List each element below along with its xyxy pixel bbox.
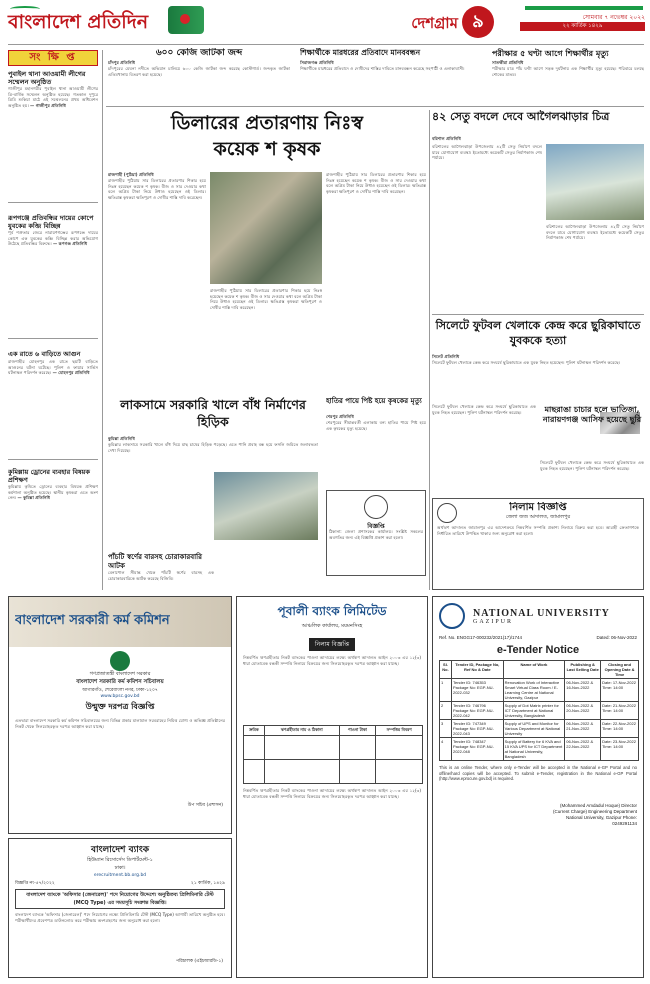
table-cell: Tender ID: 748347 Package No: EGP-NU-2022-048: [451, 738, 503, 761]
lead-body-col2: [210, 288, 322, 392]
story-body: পরীক্ষার মাত্র পাঁচ ঘণ্টা আগে সড়ক দুর্ঘটনায় এক শিক্ষার্থীর মৃত্যু হয়েছে। পরিবারে চলছে শোকের মাতম।: [492, 66, 644, 77]
canal-photo: [214, 472, 318, 540]
story-byline: সিরাজগঞ্জ প্রতিনিধি: [300, 60, 334, 65]
laksam-photo: [214, 472, 318, 540]
table-header: Closing and Opening Date & Time: [601, 661, 639, 679]
psc-ad-title: উন্মুক্ত দরপত্র বিজ্ঞপ্তি: [85, 701, 155, 711]
table-row: [440, 679, 639, 702]
nu-city: GAZIPUR: [473, 618, 514, 625]
date-line: সোমবার ৭ নভেম্বর ২০২২: [582, 14, 645, 21]
brief-headline: রূপগঞ্জে প্রতিবন্ধির দায়ের কোপে যুবকের কব্জি বিচ্ছিন্ন: [8, 214, 94, 230]
table-cell: Tender ID: 746796 Package No: EGP-NU-2022-042: [451, 702, 503, 720]
story-body: সিলেটে ফুটবল খেলাকে কেন্দ্র করে সংঘর্ষে ছুরিকাঘাতে এক যুবক নিহত হয়েছেন। পুলিশ ঘটনাস্থল পরিদর্শন করেছে।: [540, 460, 644, 471]
table-row: [244, 760, 423, 784]
story-body: চাঁদপুরের মেঘনা নদীতে অভিযান চালিয়ে ৬০০ কেজি জাটকা জব্দ করেছে কোস্টগার্ড। জব্দকৃত জাটকা এতিমখানায় বিতরণ করা হয়েছে।: [108, 66, 290, 77]
pubali-body: নিম্নবর্ণিত ঋণগ্রহীতার নিকট ব্যাংকের পাওনা আদায়ের লক্ষ্যে অর্থঋণ আদালত আইন ২০০৩ এর ১২(৩) ধারা মোতাবেক বন্ধকী সম্পত্তি নিলামে বিক্রয়ের জন্য সিলমোহরকৃত দরপত্র আহ্বান করা যাচ্ছে।: [243, 655, 421, 666]
story-human-chain: [300, 48, 480, 104]
masthead-rule: [8, 44, 644, 45]
table-cell: 1: [440, 679, 452, 702]
column-rule: [429, 110, 430, 590]
bb-city: ঢাকা।: [114, 865, 126, 871]
gold-body: বেনাপোল সীমান্ত থেকে পাঁচটি স্বর্ণের বারসহ এক চোরাকারবারিকে আটক করেছে বিজিবি।: [108, 570, 214, 581]
brief-headline: কুমিল্লায় ড্রোনের ব্যবহার বিষয়ক প্রশিক্ষণ: [8, 468, 90, 484]
laksam-headline-block: [108, 396, 318, 432]
brief-headline: এক রাতে ৬ বাড়িতে আগুন: [8, 350, 81, 358]
lead-body-col1: [108, 172, 206, 392]
pubali-title: পূবালী ব্যাংক লিমিটেড: [277, 604, 387, 618]
brief-item: [8, 350, 98, 462]
nu-ref: Ref. No. ENGG17-000232/2021(17)/1744: [439, 635, 523, 640]
bb-website[interactable]: erecruitment.bb.org.bd: [93, 873, 147, 878]
sidebar-briefs: [8, 70, 98, 590]
table-cell: 4: [440, 738, 452, 761]
lead-body-cont: রাজশাহীর পুঠিয়ায় সার ডিলারের প্রতারণার শিকার হয়ে নিঃস্ব হয়েছেন কয়েক শ কৃষক। বীজ ও সার দেওয়ার কথা বলে অগ্রিম টাকা নিয়ে উধাও হয়েছেন ওই ডিলার। ক্ষতিগ্রস্ত কৃষকরা ক্ষতিপূরণ ও দোষীর শাস্তি দাবি করেছেন।: [210, 288, 322, 310]
psc-address: আগারগাঁও, শেরেবাংলা নগর, ঢাকা-১২০৭: [82, 688, 158, 693]
bb-notice-no: বিজ্ঞপ্তি নং-৫৭/২০২২: [15, 881, 55, 886]
table-cell: Renovation Work of Interactive Smart Virtual Class Room / E-Learning Centre at National University, Gazipur: [503, 679, 565, 702]
nilam-sub: জেলা জজ আদালত, জামালপুর: [505, 514, 571, 520]
table-header: ঋণগ্রহীতার নাম ও ঠিকানা: [264, 726, 339, 736]
brief-text: রাজশাহীর মোহনপুর এক রাতে ছয়টি বাড়িতে আগুনের ঘটনা ঘটেছে। পুলিশ ও ফায়ার সার্ভিস ঘটনাস্থল পরিদর্শন করেছে।: [8, 359, 98, 376]
story-body: সিলেটে ফুটবল খেলাকে কেন্দ্র করে সংঘর্ষে ছুরিকাঘাতে এক যুবক নিহত হয়েছেন। পুলিশ ঘটনাস্থল পরিদর্শন করেছে।: [432, 404, 536, 415]
nu-tender-table: [439, 660, 639, 761]
lake-headline-block: [322, 110, 426, 140]
story-exam-death: [492, 48, 644, 104]
table-header: পাওনা টাকা: [339, 726, 376, 736]
story-body: শিক্ষার্থীকে মারধরের প্রতিবাদে ও দোষীদের শাস্তির দাবিতে মানববন্ধন করেছে সহপাঠী ও এলাকাবাসী।: [300, 66, 465, 71]
table-cell: 06-Nov-2022 & 16-Nov-2022: [565, 679, 601, 702]
brief-divider: [8, 459, 98, 460]
table-cell: 06-Nov-2022 & 21-Nov-2022: [565, 720, 601, 738]
nu-signer: (Mohammed Amdadul Hoque) Director (Current Charge) Engineering Department National University, Gazipur Phone: 0249291134: [552, 803, 637, 826]
notice-ad-title: বিজ্ঞপ্তি: [367, 523, 385, 529]
nu-tender-ad: [432, 596, 644, 978]
table-cell: 06-Nov-2022 & 20-Nov-2022: [565, 702, 601, 720]
table-cell: Supply of Dot Matrix printer for ICT Department at National University, Bangladesh: [503, 702, 565, 720]
bridge-photo: [546, 144, 644, 220]
pubali-notice-badge: নিলাম বিজ্ঞপ্তি: [309, 638, 355, 651]
story-byline: শেরপুর প্রতিনিধি: [326, 414, 354, 419]
bridges-byline: [432, 136, 644, 142]
notice-ad-body: ঠিকানা: জেলা প্রশাসকের কার্যালয়। সংশ্লিষ্ট সকলের অবগতির জন্য এই বিজ্ঞপ্তি প্রকাশ করা হলো।: [329, 529, 423, 540]
brief-headline: পুবাইল থানা আওয়ামী লীগের সম্মেলন অনুষ্ঠিত: [8, 70, 86, 86]
story-byline: সিলেট প্রতিনিধি: [432, 354, 460, 359]
table-header: Tender ID, Package No, Ref No & Date: [451, 661, 503, 679]
lead-body-col3: [326, 172, 426, 392]
lead-headline-1: ডিলারের প্রতারণায় নিঃস্ব: [171, 112, 363, 134]
court-seal-icon: [437, 503, 457, 523]
bb-dept: হিউম্যান রিসোর্সেস ডিপার্টমেন্ট-১: [87, 857, 153, 863]
table-cell: Date: 17-Nov-2022 Time: 14:00: [601, 679, 639, 702]
table-header: Name of Work: [503, 661, 565, 679]
bb-date: ২১ কার্তিক, ১৪২৯: [190, 881, 225, 886]
story-body: শেরপুরের সীমান্তবর্তী এলাকায় বন্য হাতির পায়ে পিষ্ট হয়ে এক কৃষকের মৃত্যু হয়েছে।: [326, 420, 426, 431]
bb-headline: বাংলাদেশ ব্যাংকে 'অফিসার (জেনারেল)' পদে নিয়োগের উদ্দেশ্যে অনুষ্ঠিতব্য প্রিলিমিনারি টেস্ট (MCQ Type) এর সময়সূচি সংক্রান্ত বিজ্ঞপ্তি।: [15, 889, 225, 909]
bridges-headline-block: [432, 110, 644, 134]
lead-photo-farmers: [210, 172, 322, 284]
table-row: [440, 720, 639, 738]
pubali-terms: নিম্নবর্ণিত ঋণগ্রহীতার নিকট ব্যাংকের পাওনা আদায়ের লক্ষ্যে অর্থঋণ আদালত আইন ২০০৩ এর ১২(৩) ধারা মোতাবেক বন্ধকী সম্পত্তি নিলামে বিক্রয়ের জন্য সিলমোহরকৃত দরপত্র আহ্বান করা যাচ্ছে।: [243, 788, 421, 799]
table-cell: Date: 23-Nov-2022 Time: 14:00: [601, 738, 639, 761]
pubali-sub: আঞ্চলিক কার্যালয়, ময়মনসিংহ: [301, 623, 363, 629]
sylhet-headline: সিলেটে ফুটবল খেলাকে কেন্দ্র করে ছুরিকাঘাতে যুবককে হত্যা: [435, 319, 641, 347]
story-byline: সাতক্ষীরা প্রতিনিধি: [492, 60, 524, 65]
table-cell: 2: [440, 702, 452, 720]
column-rule: [102, 50, 103, 590]
masthead-green-rule: [525, 6, 643, 10]
story-headline: শিক্ষার্থীকে মারধরের প্রতিবাদে মানববন্ধন: [300, 48, 421, 57]
story-byline: চাঁদপুর প্রতিনিধি: [108, 60, 135, 65]
lead-body-cont: রাজশাহীর পুঠিয়ায় সার ডিলারের প্রতারণার শিকার হয়ে নিঃস্ব হয়েছেন কয়েক শ কৃষক। বীজ ও সার দেওয়ার কথা বলে অগ্রিম টাকা নিয়ে উধাও হয়েছেন ওই ডিলার। ক্ষতিগ্রস্ত কৃষকরা ক্ষতিপূরণ ও দোষীর শাস্তি দাবি করেছেন।: [326, 172, 426, 194]
table-header: Sl. No.: [440, 661, 452, 679]
sylhet-body-right: [540, 460, 644, 494]
brief-byline: — গাজীপুর প্রতিনিধি: [30, 102, 66, 108]
section-title: দেশগ্রাম: [411, 14, 458, 32]
table-header: Publishing & Last Selling Date: [565, 661, 601, 679]
table-cell: Date: 22-Nov-2022 Time: 14:00: [601, 720, 639, 738]
bb-title: বাংলাদেশ ব্যাংক: [90, 845, 149, 855]
psc-body: এতদ্বারা বাংলাদেশ সরকারি কর্ম কমিশন সচিবালয়ের জন্য বিভিন্ন প্রকার মালামাল সরবরাহের নিমিত্ত যোগ্য ও অভিজ্ঞ প্রতিষ্ঠানের নিকট থেকে সিলমোহরকৃত দরপত্র আহ্বান করা যাচ্ছে।: [15, 718, 225, 729]
brief-body: [8, 359, 98, 455]
psc-sub: বাংলাদেশ সরকারি কর্ম কমিশন সচিবালয়: [76, 679, 164, 685]
table-cell: Date: 21-Nov-2022 Time: 14:00: [601, 702, 639, 720]
nilam-title: নিলাম বিজ্ঞপ্তি: [509, 502, 567, 513]
flag-portrait-icon: [168, 6, 204, 34]
brief-text: কুমিল্লায় কৃষিতে ড্রোনের ব্যবহার বিষয়ক প্রশিক্ষণ কর্মশালা অনুষ্ঠিত হয়েছে। স্থানীয় কৃষকরা এতে অংশ নেন।: [8, 484, 98, 501]
sylhet-body-left: [432, 404, 536, 494]
gold-bar-block: [108, 552, 214, 588]
table-row: [440, 738, 639, 761]
lead-body: রাজশাহীর পুঠিয়ায় সার ডিলারের প্রতারণার শিকার হয়ে নিঃস্ব হয়েছেন কয়েক শ কৃষক। বীজ ও সার দেওয়ার কথা বলে অগ্রিম টাকা নিয়ে উধাও হয়েছেন ওই ডিলার। ক্ষতিগ্রস্ত কৃষকরা ক্ষতিপূরণ ও দোষীর শাস্তি দাবি করেছেন।: [108, 178, 206, 200]
story-headline: ৬০০ কেজি জাটকা জব্দ: [155, 48, 243, 58]
story-byline: বরিশাল প্রতিনিধি: [432, 136, 461, 141]
gold-headline: পাঁচটি স্বর্ণের বারসহ চোরাকারবারি আটক: [108, 552, 203, 570]
elephant-headline: হাতির পায়ে পিষ্ট হয়ে কৃষকের মৃত্যু: [326, 396, 422, 405]
brief-item: [8, 214, 98, 344]
nu-dated: Dated: 06-Nov-2022: [596, 635, 637, 640]
sylhet-headline-block: [432, 318, 644, 352]
brief-byline: — মোহনপুর প্রতিনিধি: [52, 370, 90, 376]
table-row: [440, 702, 639, 720]
psc-signer: উপ সচিব (প্রশাসন): [187, 803, 223, 808]
brief-item: [8, 468, 98, 578]
nilam-body: অর্থঋণ আদালত জামালপুর এর আদেশক্রমে নিম্নবর্ণিত সম্পত্তি প্রকাশ্য নিলামে বিক্রয় করা হবে। আগ্রহী ক্রেতাগণকে নির্ধারিত তারিখে উপস্থিত থাকার জন্য অনুরোধ করা হলো।: [437, 525, 639, 536]
lead-headline-2: কয়েক শ কৃষক: [213, 138, 321, 160]
inset-headline: মাছরাঙা চাচার হলে ভাতিজা, নারায়ণগঞ্জ আসিফ হয়েছে ছুরি: [542, 404, 642, 424]
bridges-headline: ৪২ সেতু বদলে দেবে আগৈলঝাড়ার চিত্র: [432, 110, 610, 123]
table-cell: 06-Nov-2022 & 22-Nov-2022: [565, 738, 601, 761]
story-byline: কুমিল্লা প্রতিনিধি: [108, 436, 135, 441]
table-cell: Supply of UPS and Monitor for Various Department at National University: [503, 720, 565, 738]
story-body: কুমিল্লার লাকসামে সরকারি খালে বাঁধ দিয়ে মাছ চাষের হিড়িক পড়েছে। এতে পানি প্রবাহ বন্ধ হয়ে ফসলি জমিতে জলাবদ্ধতা দেখা দিয়েছে।: [108, 442, 318, 453]
nu-footer: This is an online Tender, where only e-Tender will be accepted in the National e-GP Portal and no offline/hard copies will be accepted. To submit e-Tender, registration in the National e-GP Portal (http://www.eprocure.gov.bd) is required.: [439, 765, 637, 782]
date-line-bangla: ২২ কার্তিক ১৪২৯: [520, 22, 645, 31]
psc-org: গণপ্রজাতন্ত্রী বাংলাদেশ সরকার: [89, 671, 151, 677]
govt-emblem-icon: [110, 651, 130, 671]
seal-icon: [364, 495, 388, 519]
brief-byline: — কুমিল্লা প্রতিনিধি: [17, 495, 51, 501]
sylhet-inset: [540, 404, 644, 458]
brief-body: [8, 86, 98, 198]
nu-name: NATIONAL UNIVERSITY: [473, 607, 610, 619]
strip-rule: [106, 106, 644, 107]
bb-ad: [8, 838, 232, 978]
psc-banner-title: বাংলাদেশ সরকারী কর্ম কমিশন: [15, 613, 170, 628]
psc-website[interactable]: www.bpsc.gov.bd: [100, 694, 140, 699]
mid-column-lower: [326, 396, 426, 588]
laksam-headline: লাকসামে সরকারি খালে বাঁধ নির্মাণের হিড়িক: [120, 397, 306, 429]
psc-banner: [9, 597, 231, 647]
nu-logo-icon: [439, 603, 465, 629]
nilam-notice: [432, 498, 644, 590]
notice-ad: [326, 490, 426, 576]
pubali-ad: [236, 596, 428, 978]
table-cell: Tender ID: 747349 Package No: EGP-NU-2022-043: [451, 720, 503, 738]
story-body: সিলেটে ফুটবল খেলাকে কেন্দ্র করে সংঘর্ষে ছুরিকাঘাতে এক যুবক নিহত হয়েছেন। পুলিশ ঘটনাস্থল পরিদর্শন করেছে।: [432, 360, 621, 365]
story-body: বরিশালের আগৈলঝাড়া উপজেলায় ৪২টি সেতু নির্মাণে বদলে যাবে যোগাযোগ ব্যবস্থা। ইতোমধ্যে কয়েকটি সেতুর নির্মাণকাজ শেষ পর্যায়ে।: [432, 144, 542, 161]
brief-text: পূর্ব শত্রুতার জেরে নারায়ণগঞ্জের রূপগঞ্জে দায়ের কোপে এক যুবকের কব্জি বিচ্ছিন্ন করার অভিযোগ উঠেছে প্রতিবন্ধির বিরুদ্ধে।: [8, 230, 98, 247]
brief-divider: [8, 202, 98, 203]
bb-signer: পরিচালক (এইচআরডি-১): [175, 959, 223, 964]
table-cell: Tender ID: 746353 Package No: EGP-NU-2022-032: [451, 679, 503, 702]
brief-body: [8, 484, 98, 574]
page-number-badge: ৯: [462, 6, 494, 38]
table-header: ক্রমিক: [244, 726, 265, 736]
table-cell: Supply of Battery for 6 KVA and 15 KVA UPS for ICT Department at National University, Bangladesh: [503, 738, 565, 761]
psc-ad: [8, 596, 232, 834]
logo-text: বাংলাদেশ প্রতিদিন: [8, 11, 149, 33]
lead-byline: রাজশাহী (পুঠিয়া) প্রতিনিধি: [108, 172, 154, 177]
story-jatka: [108, 48, 290, 104]
logo-arc-icon: [10, 6, 40, 12]
nu-title: e-Tender Notice: [496, 644, 580, 656]
sylhet-body: [432, 354, 644, 402]
table-header: সম্পত্তির বিবরণ: [376, 726, 423, 736]
sidebar-title: সং ক্ষি প্ত: [8, 50, 98, 66]
brief-body: [8, 230, 98, 334]
bridges-body-cont: [546, 224, 644, 310]
brief-item: [8, 70, 98, 208]
section-rule: [432, 314, 644, 315]
brief-byline: — রূপগঞ্জ প্রতিনিধি: [53, 241, 88, 247]
story-headline: পরীক্ষার ৫ ঘণ্টা আগে শিক্ষার্থীর মৃত্যু: [492, 48, 609, 58]
brief-divider: [8, 338, 98, 339]
table-cell: 3: [440, 720, 452, 738]
story-body: বরিশালের আগৈলঝাড়া উপজেলায় ৪২টি সেতু নির্মাণে বদলে যাবে যোগাযোগ ব্যবস্থা। ইতোমধ্যে কয়েকটি সেতুর নির্মাণকাজ শেষ পর্যায়ে।: [546, 224, 644, 241]
bb-body: বাংলাদেশ ব্যাংকে 'অফিসার (জেনারেল)' পদে নিয়োগের লক্ষ্যে প্রিলিমিনারি টেস্ট (MCQ Type) আগামী তারিখে অনুষ্ঠিত হবে। পরীক্ষার্থীদের প্রবেশপত্র ডাউনলোড করে পরীক্ষায় অংশগ্রহণের জন্য অনুরোধ করা হলো।: [15, 912, 225, 923]
brief-text: গাজীপুর মহানগরীর পুবাইল থানা আওয়ামী লীগের ত্রি-বার্ষিক সম্মেলন অনুষ্ঠিত হয়েছে। গতকাল দুপুরে ত্রিমি শুকিয়া মাঠে এই সম্মেলনের প্রথম অধিবেশন অনুষ্ঠিত হয়।: [8, 86, 98, 108]
bridges-body: [432, 144, 542, 310]
pubali-table: [243, 725, 423, 784]
table-row: [244, 736, 423, 760]
